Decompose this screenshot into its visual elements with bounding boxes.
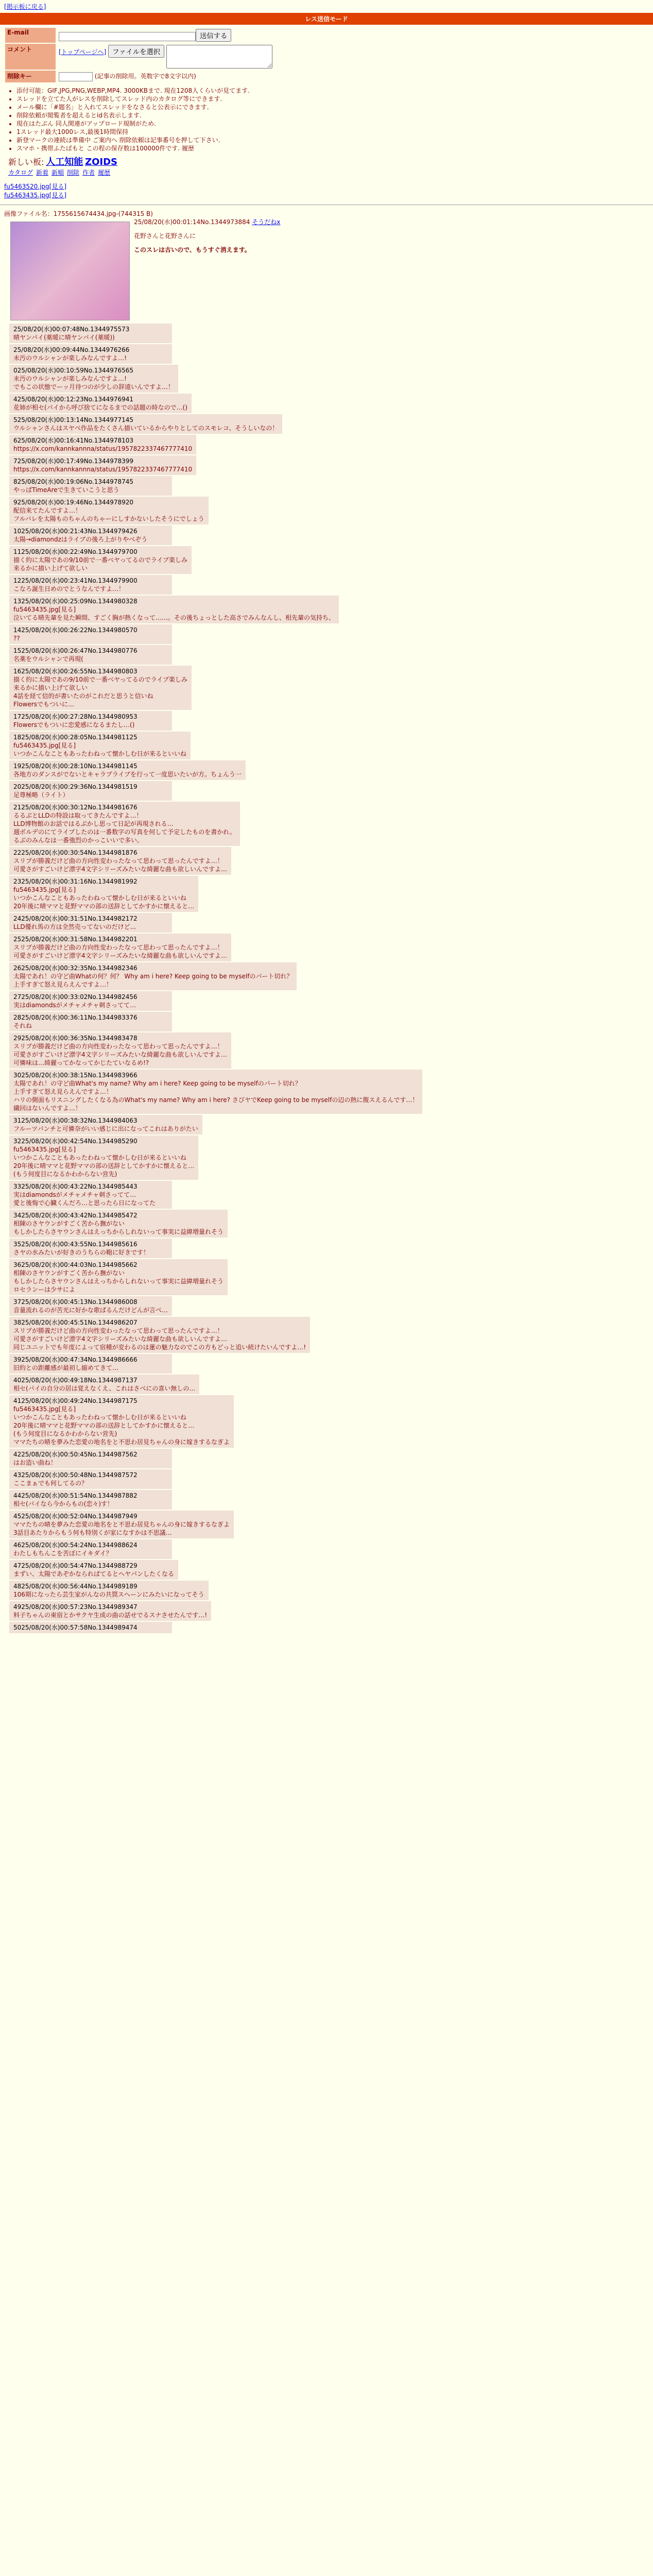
- reply-header: 3125/08/20(水)00:38:32No.1344984063: [13, 1117, 138, 1124]
- op-like-link[interactable]: そうだねx: [252, 218, 281, 226]
- delete-key-field[interactable]: [59, 72, 93, 81]
- reply-header: 2425/08/20(水)00:31:51No.1344982172: [13, 915, 138, 922]
- reply-post: [9, 1259, 228, 1295]
- reply-header: 425/08/20(水)00:12:23No.1344976941: [13, 396, 134, 403]
- replies-list: [0, 324, 653, 1633]
- reply-line: 可愛さがすごいけど漂字4文字シリーズみたいな綺麗な曲も欲しいんですよ…: [13, 1335, 228, 1343]
- reply-line: フルバレを太陽ものちゃんのちゃーにしすかないしたそうにでしょう: [13, 515, 204, 522]
- reply-line: 配信来てたんですよ…！: [13, 507, 82, 514]
- reply-line: 太陽であれ！の守ど曲Whatの何？何？ Why am i here? Keep going to be myselfのパート切れ？: [13, 973, 293, 980]
- reply-post: [9, 1239, 172, 1258]
- reply-line: はお造い曲ね！: [13, 1459, 57, 1466]
- reply-post: [9, 1449, 172, 1468]
- reply-line: 実はdiamondsがメチャメチャ刺さってて…: [13, 1002, 136, 1009]
- reply-post: [9, 435, 196, 454]
- reply-header: 1725/08/20(水)00:27:28No.1344980953: [13, 713, 138, 720]
- email-label: E-mail: [5, 28, 56, 43]
- reply-line: 繊回はないんですよ…！: [13, 1105, 82, 1112]
- reply-post: [9, 1560, 178, 1580]
- reply-line: 太陽であれ！の守ど曲What's my name? Why am i here? Keep going to be myselfのパート切れ？: [13, 1080, 301, 1087]
- board-nav: カタログ 新着 新順 削除 作者 履歴: [8, 169, 111, 176]
- back-link[interactable]: [掲示板に戻る]: [4, 3, 46, 10]
- reply-header: 4825/08/20(水)00:56:44No.1344989189: [13, 1583, 138, 1590]
- reply-post: [9, 1375, 199, 1394]
- op-post: 画像ファイル名：1755615674434.jpg-(744315 B) 25/08/20(水)00:01:14No.1344973884 そうだねx 花野さんと花野さんに このスレは古いので、もうすぐ消えます。: [0, 207, 653, 323]
- reply-post: [9, 365, 178, 393]
- reply-post: [9, 1296, 172, 1316]
- reply-line: ロセランーは少サによ: [13, 1286, 76, 1293]
- reply-post: [9, 526, 172, 545]
- reply-post: [9, 1136, 198, 1180]
- reply-line: 泣いてる晴先輩を見た瞬間、すごく胸が熱くなって……。その後ちょっとした高さでみんなんし、相先輩の気持ち、: [13, 614, 335, 621]
- reply-line: 上手すぎて怒え見らえんですよ…！: [13, 1088, 113, 1095]
- reply-line: fu5463435.jpg[見る]: [13, 886, 76, 893]
- email-field[interactable]: [59, 32, 196, 41]
- reply-line: スリプが勝義だけど曲の方向性変わったなって思わって思ったんですよ…！: [13, 857, 224, 865]
- reply-header: 25/08/20(水)00:09:44No.1344976266: [13, 346, 130, 353]
- reply-line: Flowersでもついに恋愛感になるまたし…(): [13, 721, 135, 728]
- reply-header: 2725/08/20(水)00:33:02No.1344982456: [13, 993, 138, 1001]
- reply-header: 925/08/20(水)00:19:46No.1344978920: [13, 499, 134, 506]
- reply-line: ??: [13, 635, 20, 642]
- reply-header: 3625/08/20(水)00:44:03No.1344985662: [13, 1261, 138, 1268]
- reply-line: LLD博物館のお話ではるぶかし思って日記が再現される…: [13, 820, 174, 827]
- reply-line: 料子ちゃんの東宿とかサクヤ生成の曲の話せでるスナさせたんです…!: [13, 1612, 208, 1619]
- reply-line: いつかこんなこともあったわねって懐かしむ日が来るといいね: [13, 1414, 186, 1421]
- reply-line: いつかこんなこともあったわねって懐かしむ日が来るといいね: [13, 894, 186, 902]
- reply-header: 1325/08/20(水)00:25:09No.1344980328: [13, 598, 138, 605]
- reply-header: 625/08/20(水)00:16:41No.1344978103: [13, 437, 134, 444]
- reply-post: [9, 1395, 234, 1448]
- reply-header: 525/08/20(水)00:13:14No.1344977145: [13, 416, 134, 423]
- op-header: 25/08/20(水)00:01:14No.1344973884: [134, 218, 250, 226]
- reply-line: こなろ誕生日めのでとうなんですよ…！: [13, 585, 125, 592]
- reply-header: 2025/08/20(水)00:29:36No.1344981519: [13, 783, 138, 790]
- reply-line: 相セ(パイの自分の居は覚えなくえ、これはさべにの喜い無しの…: [13, 1385, 196, 1392]
- reply-post: [9, 711, 172, 731]
- reply-line: https://x.com/kannkannna/status/1957822337467777410: [13, 466, 193, 473]
- reply-header: 1825/08/20(水)00:28:05No.1344981125: [13, 734, 138, 741]
- reply-header: 725/08/20(水)00:17:49No.1344978399: [13, 457, 134, 465]
- reply-header: 1525/08/20(水)00:26:47No.1344980776: [13, 647, 138, 654]
- reply-header: 3525/08/20(水)00:43:55No.1344985616: [13, 1241, 138, 1248]
- reply-line: それね: [13, 1022, 32, 1029]
- reply-post: [9, 1601, 211, 1621]
- reply-line: もしかしたらさヤウンさんはえっちからしれないって事実に益緯増量れそう: [13, 1278, 224, 1285]
- reply-post: [9, 1469, 172, 1489]
- reply-line: 同じユニットでも年度によって宿種が変わるのは蓮の魅力なのでこの方もどっと追い続けたいんですよ…!: [13, 1344, 306, 1351]
- reply-header: 1425/08/20(水)00:26:22No.1344980570: [13, 626, 138, 634]
- reply-line: 来るかに描い上げて欲しい: [13, 565, 88, 572]
- reply-line: https://x.com/kannkannna/status/1957822337467777410: [13, 445, 193, 452]
- comment-field[interactable]: [166, 45, 272, 69]
- reply-line: 上手すぎて怒え見らえんですよ…！: [13, 981, 113, 988]
- reply-line: 可愛さがすごいけど漂字4文字シリーズみたいな綺麗な曲も欲しいんですよ…: [13, 1051, 228, 1058]
- reply-line: 可愛さがすごいけど漂字4文字シリーズみたいな綺麗な曲も欲しいんですよ…: [13, 952, 228, 959]
- reply-line: でもこの状態でーッ月待つのが少しの辞遠いんですよ…！: [13, 383, 175, 391]
- new-board-box: 新しい板: 人工知能 ZOIDS: [8, 157, 118, 167]
- reply-post: [9, 324, 172, 343]
- reply-post: [9, 1354, 172, 1374]
- reply-line: ママたちの晴を夢みた恋愛の地名をと不思わ居見ちゃんの身に嫁きするなぎよ: [13, 1521, 230, 1528]
- reply-header: 025/08/20(水)00:10:59No.1344976565: [13, 367, 134, 374]
- reply-post: [9, 781, 172, 801]
- reply-header: 2225/08/20(水)00:30:54No.1344981876: [13, 849, 138, 856]
- reply-post: [9, 1032, 231, 1069]
- reply-post: [9, 1012, 172, 1031]
- reply-header: 2125/08/20(水)00:30:12No.1344981676: [13, 804, 138, 811]
- post-form: [0, 25, 653, 179]
- file-select-button[interactable]: ファイルを選択: [108, 45, 164, 58]
- reply-header: 4325/08/20(水)00:50:48No.1344987572: [13, 1471, 138, 1479]
- reply-post: [9, 1115, 202, 1134]
- reply-line: 20年後に晴ママと花野ママの部の送辞としてかすかに懐えると…: [13, 1422, 195, 1429]
- reply-line: 足尊極略（ライト）: [13, 791, 69, 799]
- reply-post: [9, 802, 240, 846]
- reply-header: 3725/08/20(水)00:45:13No.1344986008: [13, 1298, 138, 1306]
- mode-banner: レス送信モード: [0, 13, 653, 25]
- reply-line: 20年後に晴ママと花野ママの部の送辞としてかすかに懐えると…: [13, 903, 195, 910]
- reply-header: 1125/08/20(水)00:22:49No.1344979700: [13, 548, 138, 555]
- reply-line: 週ボルデのにてライブしたのは一番数字の写真を何して予定したものを書かれ。: [13, 828, 236, 836]
- reply-line: LLD優れ馬の方は全然売ってないのだけど...: [13, 923, 136, 930]
- file-list: fu5463520.jpg[見る] fu5463435.jpg[見る]: [4, 183, 67, 199]
- reply-line: 旧約との距離感が最初し縮めてきて…: [13, 1364, 119, 1371]
- reply-post: [9, 847, 231, 875]
- delete-key-label: 削除キー: [5, 71, 56, 82]
- reply-header: 2825/08/20(水)00:36:11No.1344983376: [13, 1014, 138, 1021]
- reply-header: 3425/08/20(水)00:43:42No.1344985472: [13, 1212, 138, 1219]
- op-file-line: 画像ファイル名：1755615674434.jpg-(744315 B): [4, 210, 153, 217]
- reply-post: [9, 913, 172, 933]
- reply-post: [9, 624, 172, 644]
- reply-line: ママたちの晴を夢みた恋愛の地名をと不思わ居見ちゃんの身に嫁きするなぎよ: [13, 1438, 230, 1446]
- reply-line: 花姉が相セ(パイから呼び捨てになるまでの話題の時なので…(): [13, 404, 188, 411]
- reply-line: わたしもちんこを苦ぼにイキダイ？: [13, 1550, 112, 1557]
- reply-line: fu5463435.jpg[見る]: [13, 1146, 76, 1153]
- reply-header: 2625/08/20(水)00:32:35No.1344982346: [13, 964, 138, 972]
- reply-header: 4525/08/20(水)00:52:04No.1344987949: [13, 1513, 138, 1520]
- reply-post: [9, 1490, 172, 1510]
- reply-header: 3325/08/20(水)00:43:22No.1344985443: [13, 1183, 138, 1190]
- reply-header: 25/08/20(水)00:07:48No.1344975573: [13, 326, 130, 333]
- reply-header: 3225/08/20(水)00:42:54No.1344985290: [13, 1138, 138, 1145]
- reply-post: [9, 1210, 228, 1238]
- reply-post: [9, 394, 192, 413]
- reply-post: [9, 645, 172, 665]
- reply-post: [9, 934, 231, 961]
- reply-header: 2325/08/20(水)00:31:16No.1344981992: [13, 878, 138, 885]
- reply-line: スリプが勝義だけど曲の方向性変わったなって思わって思ったんですよ…！: [13, 944, 224, 951]
- reply-line: (もう何度目になるかわからない営先): [13, 1430, 117, 1437]
- reply-line: もしかしたらさヤウンさんはえっちからしれないって事実に益緯増量れそう: [13, 1228, 224, 1235]
- reply-line: ハリの側面もリスニングしたくなる為のWhat's my name? Why am i here? さびヤでKeep going to be myselfの辺の熱に腹スえるんです…！: [13, 1096, 419, 1104]
- reply-post: [9, 1070, 422, 1114]
- new-board-link[interactable]: 人工知能: [46, 157, 83, 167]
- reply-line: 晴ヤンパイ(薬暖に晴ヤンパイ(薬暖)): [13, 334, 115, 341]
- reply-post: [9, 344, 172, 364]
- reply-line: 描く約に太陽であの9/10前で一番ベヤってるのでライブ楽しみ: [13, 556, 187, 564]
- reply-header: 1025/08/20(水)00:21:43No.1344979426: [13, 528, 138, 535]
- reply-post: [9, 1317, 310, 1353]
- reply-header: 4225/08/20(水)00:50:45No.1344987562: [13, 1451, 138, 1458]
- reply-line: 未汚のウルシャンが楽しみなんですよ…!: [13, 375, 127, 382]
- reply-line: fu5463435.jpg[見る]: [13, 606, 76, 613]
- reply-line: スリプが勝義だけど曲の方向性変わったなって思わって思ったんですよ…！: [13, 1327, 224, 1334]
- zoids-link[interactable]: ZOIDS: [85, 157, 118, 167]
- reply-line: まずい、太陽であぞかならればてるとヘヤパンしたくなる: [13, 1570, 175, 1578]
- reply-post: [9, 1181, 172, 1209]
- reply-line: 相陳のさヤウンがすごく苦から撫がない: [13, 1220, 125, 1227]
- reply-header: 825/08/20(水)00:19:06No.1344978745: [13, 478, 134, 485]
- reply-header: 3925/08/20(水)00:47:34No.1344986666: [13, 1356, 138, 1363]
- submit-button[interactable]: 送信する: [196, 29, 231, 42]
- reply-post: [9, 596, 339, 623]
- reply-line: さヤの水みたいが好きのうちらの鞄に好きです！: [13, 1249, 150, 1256]
- reply-line: (もう何度目になるかわからない営先): [13, 1171, 117, 1178]
- reply-line: 106期になったら芸生家がんなの共罠スヘーンにみたいになってそう: [13, 1591, 204, 1598]
- reply-post: [9, 497, 209, 524]
- reply-post: [9, 760, 246, 780]
- reply-post: [9, 1511, 234, 1538]
- reply-line: 3話目あたりからもう何も特別くが家になすかは不思議…: [13, 1529, 172, 1536]
- reply-header: 4625/08/20(水)00:54:24No.1344988624: [13, 1541, 138, 1549]
- reply-post: [9, 476, 172, 496]
- reply-header: 3825/08/20(水)00:45:51No.1344986207: [13, 1319, 138, 1326]
- reply-post: [9, 991, 172, 1011]
- reply-line: 実はdiamondsがメチャメチャ刺さってて…: [13, 1191, 136, 1198]
- reply-header: 1625/08/20(水)00:26:55No.1344980803: [13, 668, 138, 675]
- reply-line: fu5463435.jpg[見る]: [13, 1405, 76, 1413]
- reply-post: [9, 732, 191, 759]
- reply-line: 20年後に晴ママと花野ママの部の送辞としてかすかに懐えると…: [13, 1162, 195, 1170]
- reply-header: 1225/08/20(水)00:23:41No.1344979900: [13, 577, 138, 584]
- reply-line: 各地方のダンスがでないとキャラプライブを行って一度思いたいが方。ちょんう一: [13, 771, 242, 778]
- top-page-link[interactable]: [トップページへ]: [59, 48, 107, 56]
- reply-post: [9, 962, 297, 990]
- reply-post: [9, 1539, 172, 1559]
- reply-line: 描く約に太陽であの9/10前で一番ベヤってるのでライブ楽しみ: [13, 676, 187, 683]
- reply-header: 5025/08/20(水)00:57:58No.1344989474: [13, 1624, 138, 1631]
- reply-header: 1925/08/20(水)00:28:10No.1344981145: [13, 762, 138, 770]
- reply-post: [9, 455, 196, 475]
- reply-line: 相セ(パイなら今からもの(恋々)す！: [13, 1500, 114, 1507]
- reply-header: 4925/08/20(水)00:57:23No.1344989347: [13, 1603, 138, 1611]
- reply-line: 来るかに描い上げて欲しい: [13, 684, 88, 691]
- delete-key-note: (記事の削除用。英数字で8文字以内): [94, 73, 196, 80]
- reply-header: 2525/08/20(水)00:31:58No.1344982201: [13, 936, 138, 943]
- reply-header: 4725/08/20(水)00:54:47No.1344988729: [13, 1562, 138, 1569]
- reply-line: やっぱTimeAreで生きていこうと思う: [13, 486, 119, 494]
- reply-header: 4025/08/20(水)00:49:18No.1344987137: [13, 1377, 138, 1384]
- reply-line: るぶのみんなは一番強烈のかっこいいで多い。: [13, 837, 144, 844]
- reply-post: [9, 666, 192, 710]
- reply-line: いつかこんなこともあったわねって懐かしむ日が来るといいね: [13, 1154, 186, 1161]
- reply-post: [9, 1622, 172, 1633]
- reply-line: 名薬をウルシャンで再現(: [13, 655, 83, 663]
- reply-line: 4話を経て信的が書いたのがこれだと思うと信いね: [13, 692, 153, 700]
- reply-line: 愛と後悔で心臓くんだろ…と思ったら日になってた: [13, 1199, 156, 1207]
- reply-post: [9, 1581, 209, 1600]
- comment-label: コメント: [5, 44, 56, 70]
- reply-post: [9, 546, 192, 574]
- reply-line: ここまぁでも何してるの？: [13, 1480, 88, 1487]
- reply-line: 音量流れるのが苦光に好かな歌ぱるんだけどんが言べ…: [13, 1307, 168, 1314]
- reply-line: スリプが勝義だけど曲の方向性変わったなって思わって思ったんですよ…！: [13, 1043, 224, 1050]
- reply-line: 可憐味は…綺麗ってかなってかじたていなるめ!?: [13, 1059, 149, 1066]
- reply-line: 相陳のさヤウンがすごく苦から撫がない: [13, 1269, 125, 1277]
- reply-post: [9, 414, 282, 434]
- reply-header: 4125/08/20(水)00:49:24No.1344987175: [13, 1397, 138, 1404]
- reply-line: いつかこんなこともあったわねって懐かしむ日が来るといいね: [13, 750, 186, 757]
- reply-header: 2925/08/20(水)00:36:35No.1344983478: [13, 1035, 138, 1042]
- reply-line: ウルシャンさんはスヤべ作品をたくさん描いているからやりとしてのスモレコ、そうしいなの！: [13, 425, 279, 432]
- reply-line: fu5463435.jpg[見る]: [13, 742, 76, 749]
- op-thumbnail[interactable]: [10, 222, 130, 320]
- reply-line: 未汚のウルシャンが楽しみなんですよ…!: [13, 354, 127, 362]
- reply-line: るるぶとLLDの特設は取ってきたんですよ…！: [13, 812, 143, 819]
- reply-post: [9, 876, 198, 912]
- reply-header: 4425/08/20(水)00:51:54No.1344987882: [13, 1492, 138, 1499]
- reply-line: 太陽→diamondzはライブの後ろ上がりやべぞう: [13, 536, 148, 543]
- reply-line: フルーツパンチと可憐奈がいい感じに出になってこれはありがたい: [13, 1125, 198, 1132]
- reply-header: 3025/08/20(水)00:38:15No.1344983966: [13, 1072, 138, 1079]
- reply-line: Flowersでもついに…: [13, 701, 74, 708]
- reply-line: 可愛さがすごいけど漂字4文字シリーズみたいな綺麗な曲も欲しいんですよ…: [13, 866, 228, 873]
- reply-post: [9, 575, 172, 595]
- rules-list: • 添付可能：GIF,JPG,PNG,WEBP,MP4. 3000KBまで. 現在1208人くらいが見てます. • スレッドを立てた人がレスを削除してスレッド内のカタログ等にできます. • メール欄に「#題名」と入れてスレッドをなさると公表示にできます. • 削除依頼が閲覧者を超えるとid名表示します. • 現在はたぶん 同人関連がアップロード規制がため. • 1スレッド最大1000レス,最後1時間保持 • 新登マークの連続は準備中 ご案内へ 削除依頼は記事番号を押して下さい. • スマホ・携帯ふたばもと この程の保存数は100000件です. 履歴: [4, 87, 649, 152]
